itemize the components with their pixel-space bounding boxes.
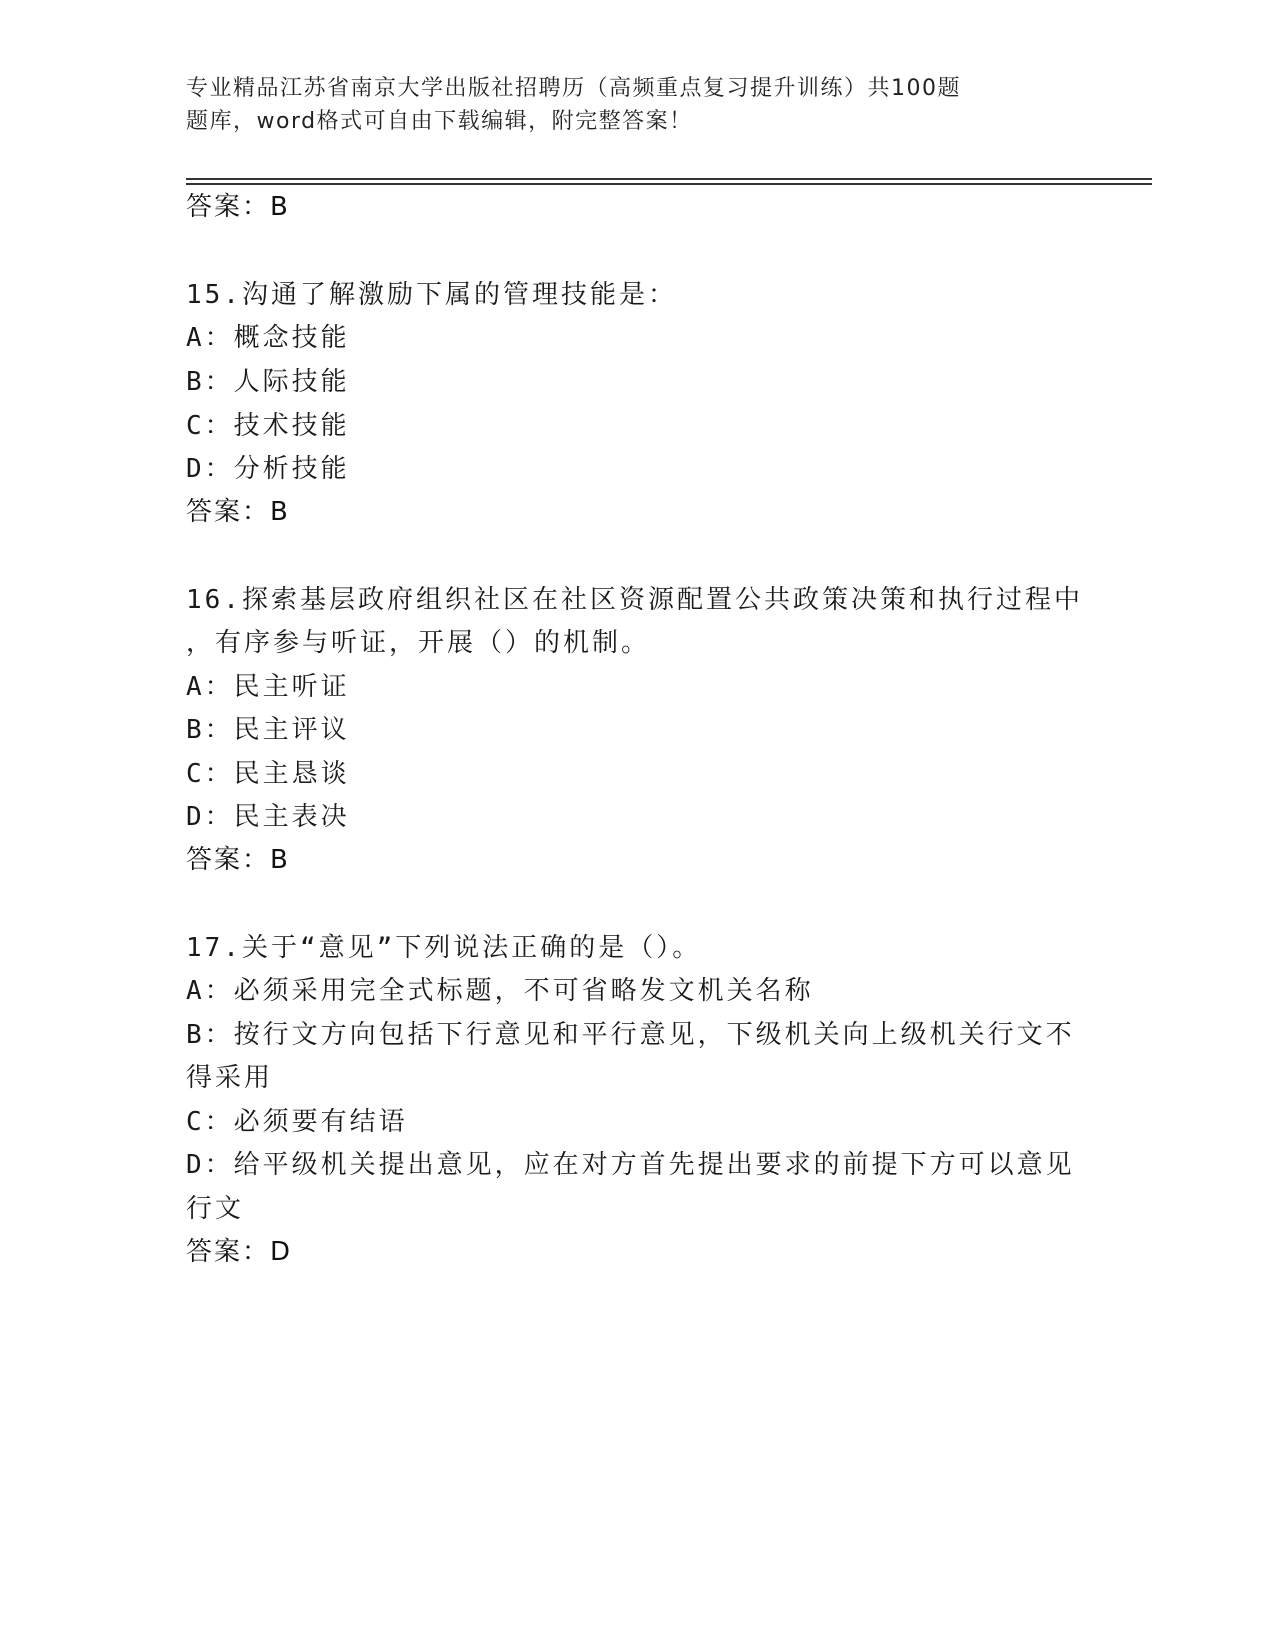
header-divider-bottom (186, 183, 1152, 185)
question-17-option-d-continued: 行文 (186, 1194, 245, 1224)
question-17-option-b-continued: 得采用 (186, 1063, 274, 1093)
question-15-option-c: C：技术技能 (186, 411, 350, 441)
question-17-option-b: B：按行文方向包括下行意见和平行意见，下级机关向上级机关行文不 (186, 1020, 1075, 1050)
question-16-stem-line-1: 16.探索基层政府组织社区在社区资源配置公共政策决策和执行过程中 (186, 585, 1083, 615)
question-15-option-a: A：概念技能 (186, 323, 350, 353)
question-16-option-b: B：民主评议 (186, 715, 350, 745)
header-line-1: 专业精品江苏省南京大学出版社招聘历（高频重点复习提升训练）共100题 (186, 76, 961, 101)
answer-previous: 答案：B (186, 192, 290, 222)
question-17-option-a: A：必须采用完全式标题，不可省略发文机关名称 (186, 976, 814, 1006)
question-17-answer: 答案：D (186, 1237, 293, 1267)
question-16-option-a: A：民主听证 (186, 672, 350, 702)
question-17-stem: 17.关于“意见”下列说法正确的是（）。 (186, 933, 702, 963)
question-15-option-b: B：人际技能 (186, 367, 350, 397)
question-15-stem: 15.沟通了解激励下属的管理技能是： (186, 280, 677, 310)
question-16-stem-line-2: ，有序参与听证，开展（）的机制。 (186, 628, 651, 658)
question-16-answer: 答案：B (186, 845, 290, 875)
question-17-option-c: C：必须要有结语 (186, 1107, 408, 1137)
question-17-option-d: D：给平级机关提出意见，应在对方首先提出要求的前提下方可以意见 (186, 1150, 1075, 1180)
header-line-2: 题库，word格式可自由下载编辑，附完整答案！ (186, 109, 693, 134)
question-15-answer: 答案：B (186, 497, 290, 527)
question-16-option-d: D：民主表决 (186, 802, 350, 832)
header-divider-top (186, 178, 1152, 180)
question-15-option-d: D：分析技能 (186, 454, 350, 484)
question-16-option-c: C：民主恳谈 (186, 759, 350, 789)
document-header (186, 72, 1026, 138)
